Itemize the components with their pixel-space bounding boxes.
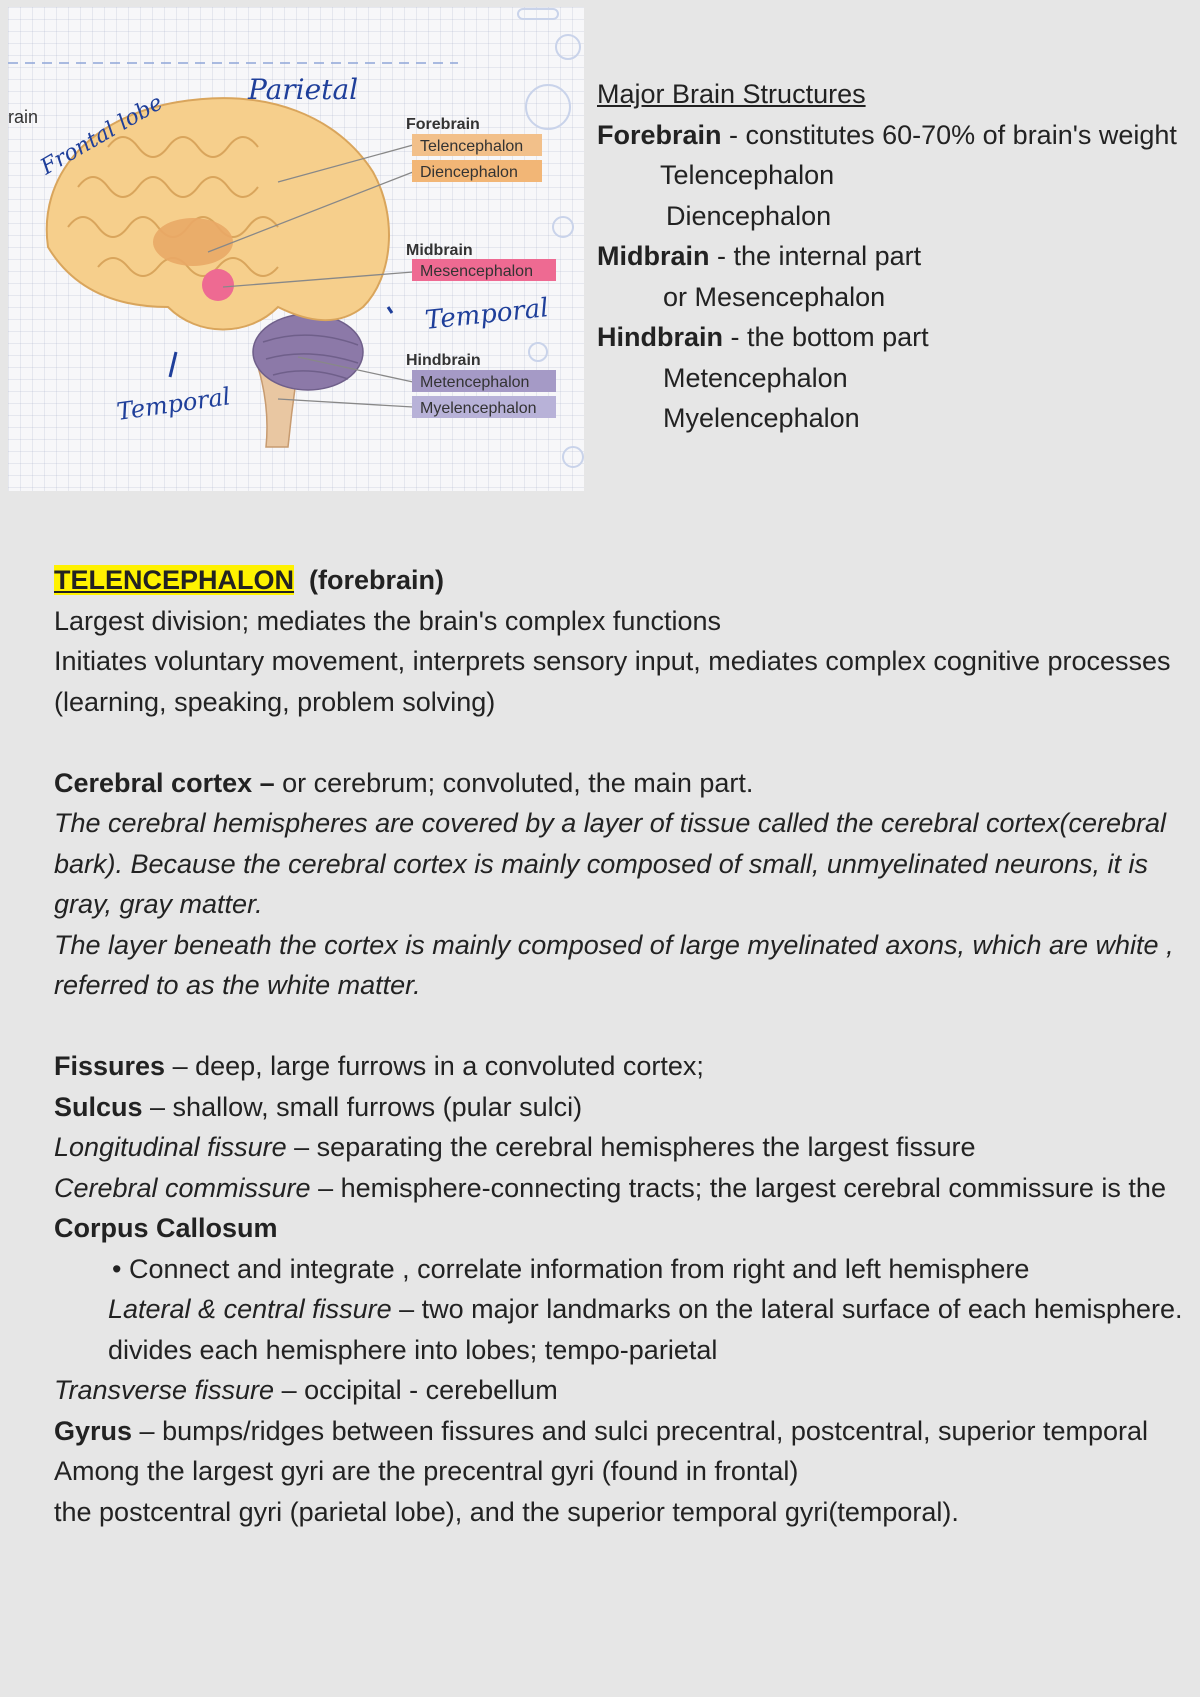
label-mesencephalon: Mesencephalon	[420, 263, 533, 280]
cortex-italic-text-1: The cerebral hemispheres are covered by a layer of tissue called the cerebral cortex(cerebral bark). Because the cerebral cortex is mainly composed of small, unmyelinated neurons, it is gray, gray matter.	[54, 808, 1167, 919]
summary-title: Major Brain Structures	[597, 79, 866, 109]
sulcus-desc: – shallow, small furrows (pular sulci)	[142, 1091, 583, 1122]
commissure-term: Cerebral commissure	[54, 1172, 311, 1203]
label-myelencephalon: Myelencephalon	[420, 400, 537, 417]
mesencephalon-region	[202, 269, 234, 301]
fissures-line	[54, 1046, 1184, 1087]
label-metencephalon: Metencephalon	[420, 374, 530, 391]
fissures-desc: – deep, large furrows in a convoluted cortex;	[165, 1051, 704, 1081]
doodle-ring-icon	[529, 343, 547, 361]
gyri-line-2: the postcentral gyri (parietal lobe), and the superior temporal gyri(temporal).	[54, 1496, 959, 1527]
forebrain-line	[597, 115, 1187, 156]
midbrain-desc: - the internal part	[709, 241, 922, 271]
diencephalon-region	[153, 218, 233, 266]
handwritten-parietal: Parietal	[248, 73, 359, 106]
label-hindbrain: Hindbrain	[406, 352, 481, 369]
label-diencephalon: Diencephalon	[420, 164, 518, 181]
hindbrain-line	[597, 317, 1187, 358]
handwritten-temporal-left: Temporal	[114, 382, 233, 426]
longitudinal-term: Longitudinal fissure	[54, 1132, 287, 1162]
notes-line2: Initiates voluntary movement, interprets sensory input, mediates complex cognitive processes (learning, speaking, problem solving)	[54, 646, 1171, 717]
forebrain-term: Forebrain	[597, 119, 722, 150]
handwritten-frontal-lobe: Frontal lobe	[36, 90, 168, 181]
midbrain-term: Midbrain	[597, 241, 710, 271]
hindbrain-desc: - the bottom part	[723, 322, 929, 352]
doodle-globe-icon	[526, 85, 570, 129]
myelencephalon-item: Myelencephalon	[663, 403, 860, 433]
handwritten-tick	[170, 352, 176, 377]
notes-heading	[54, 560, 1184, 601]
lateral-line	[54, 1289, 1184, 1370]
fissures-term: Fissures	[54, 1051, 166, 1081]
label-midbrain: Midbrain	[406, 242, 473, 259]
transverse-term: Transverse fissure	[54, 1375, 275, 1405]
commissure-line	[54, 1168, 1184, 1249]
telencephalon-notes	[54, 560, 1184, 1532]
lateral-term: Lateral & central fissure	[108, 1294, 392, 1324]
brain-structures-summary	[597, 74, 1187, 439]
gyrus-term: Gyrus	[54, 1415, 133, 1446]
gyrus-line	[54, 1411, 1184, 1452]
cortex-desc: or cerebrum; convoluted, the main part.	[282, 767, 754, 798]
longitudinal-desc: – separating the cerebral hemispheres the largest fissure	[286, 1132, 976, 1162]
midbrain-line	[597, 236, 1187, 277]
cortex-italic-1	[54, 803, 1184, 925]
metencephalon-item: Metencephalon	[663, 362, 848, 393]
doodle-ring-icon	[553, 217, 573, 237]
doodle-pill-icon	[518, 9, 558, 19]
sulcus-line	[54, 1087, 1184, 1128]
lateral-desc: – two major landmarks on the lateral surface of each hemisphere. divides each hemisphere into lobes; tempo-parietal	[108, 1294, 1183, 1365]
transverse-desc: – occipital - cerebellum	[274, 1375, 558, 1405]
handwritten-tick	[388, 307, 392, 313]
doodle-circle-icon	[556, 35, 580, 59]
longitudinal-line	[54, 1127, 1184, 1168]
gyri-line-1: Among the largest gyri are the precentral gyri (found in frontal)	[54, 1456, 799, 1486]
handwritten-temporal-right: Temporal	[423, 293, 550, 336]
cortex-term: Cerebral cortex –	[54, 767, 283, 798]
diencephalon-item: Diencephalon	[666, 200, 832, 231]
forebrain-desc: - constitutes 60-70% of brain's weight	[721, 119, 1177, 150]
brain-diagram	[8, 7, 584, 491]
label-forebrain: Forebrain	[406, 116, 480, 133]
transverse-line	[54, 1370, 1184, 1411]
bullet-line: • Connect and integrate , correlate information from right and left hemisphere	[112, 1253, 1030, 1284]
notes-line1: Largest division; mediates the brain's complex functions	[54, 605, 721, 636]
commissure-desc: – hemisphere-connecting tracts; the largest cerebral commissure is the	[310, 1172, 1166, 1203]
heading-highlight: TELENCEPHALON	[54, 565, 295, 595]
brain-illustration	[8, 7, 584, 491]
mesencephalon-item: or Mesencephalon	[663, 281, 886, 312]
doodle-ring-icon	[563, 447, 583, 467]
telencephalon-item: Telencephalon	[660, 160, 835, 190]
corpus-callosum: Corpus Callosum	[54, 1213, 278, 1243]
cortex-line	[54, 763, 1184, 804]
cortex-italic-2	[54, 925, 1184, 1006]
gyrus-desc: – bumps/ridges between fissures and sulci precentral, postcentral, superior temporal	[132, 1415, 1149, 1446]
cut-off-text: rain	[8, 107, 39, 127]
hindbrain-term: Hindbrain	[597, 322, 723, 352]
cortex-italic-text-2: The layer beneath the cortex is mainly composed of large myelinated axons, which are white , referred to as the white matter.	[54, 929, 1174, 1000]
sulcus-term: Sulcus	[54, 1091, 143, 1122]
label-telencephalon: Telencephalon	[420, 138, 524, 155]
heading-rest: (forebrain)	[309, 565, 445, 595]
